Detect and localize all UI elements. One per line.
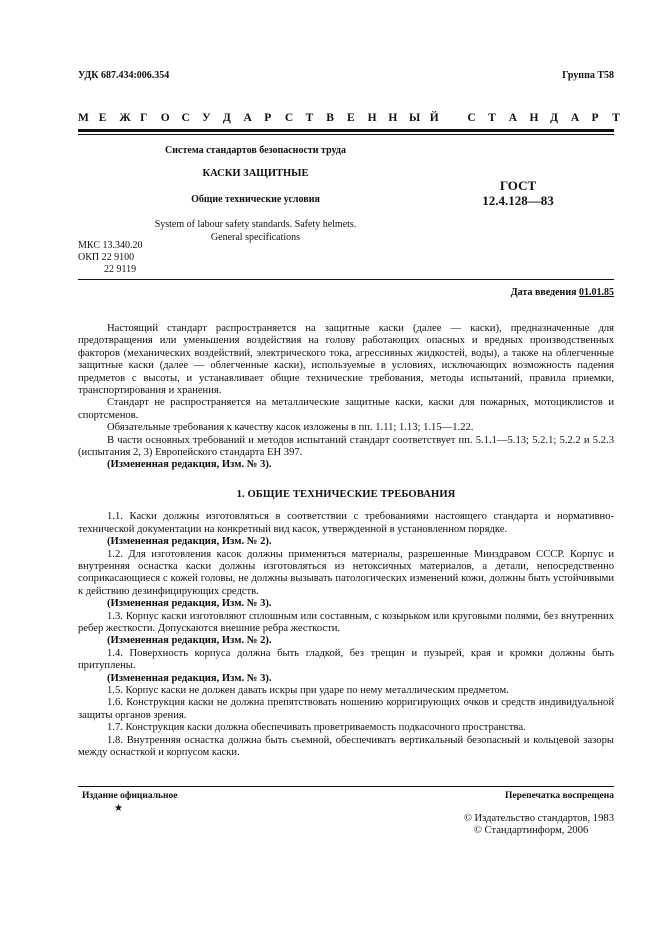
- standard-banner: [78, 112, 621, 124]
- document-title: КАСКИ ЗАЩИТНЫЕ: [202, 168, 309, 179]
- banner-letter: М: [78, 112, 90, 124]
- amendment-note: (Измененная редакция, Изм. № 3).: [107, 672, 272, 684]
- copyright-block: [464, 813, 614, 838]
- amendment-note: (Измененная редакция, Изм. № 3).: [107, 598, 272, 610]
- banner-letter: Г: [140, 112, 148, 124]
- introduction-date-value: 01.01.85: [579, 287, 614, 298]
- body-paragraph: 1.8. Внутренняя оснастка должна быть съемной, обеспечивать вертикальный безопасный и кольцевой зазоры между оснасткой и корпусом каски.: [78, 734, 614, 758]
- banner-rule-thick: [78, 129, 614, 132]
- banner-word-standard: [467, 112, 622, 124]
- banner-letter: У: [202, 112, 211, 124]
- english-title-line2: General specifications: [210, 232, 301, 243]
- introduction-date-label: Дата введения: [510, 287, 577, 298]
- banner-letter: А: [243, 112, 253, 124]
- banner-letter: С: [284, 112, 294, 124]
- banner-letter: О: [160, 112, 170, 124]
- mks-code: МКС 13.340.20: [78, 240, 143, 251]
- document-body: [78, 323, 614, 759]
- body-paragraph: Стандарт не распространяется на металлические защитные каски, каски для пожарных, мотоциклистов и спортсменов.: [78, 397, 614, 421]
- amendment-note: (Измененная редакция, Изм. № 2).: [107, 536, 272, 548]
- body-paragraph: 1.3. Корпус каски изготовляют сплошным или составным, с козырьком или круговыми полями, без внутренних ребер жесткости. Допускаются внешние ребра жесткости.: [78, 610, 614, 634]
- banner-letter: Р: [264, 112, 272, 124]
- banner-letter: А: [570, 112, 580, 124]
- body-paragraph: 1.2. Для изготовления касок должны применяться материалы, разрешенные Минздравом СССР. Корпус и внутренняя оснастка каски должны изготовляться из нетоксичных материалов, а детали, непосредственно соприкасающиеся с кожей головы, не должны вызывать патологических изменений кожи, должны быть устойчивыми к действию дезинфицирующих средств.: [78, 548, 614, 597]
- body-paragraph: 1.7. Конструкция каски должна обеспечивать проветриваемость подкасочного пространства.: [107, 722, 526, 734]
- standards-system-title: Система стандартов безопасности труда: [165, 145, 346, 156]
- group-code: Группа Т58: [562, 70, 614, 81]
- amendment-note: (Измененная редакция, Изм. № 2).: [107, 635, 272, 647]
- banner-letter: Е: [98, 112, 107, 124]
- date-rule: [78, 279, 614, 280]
- official-edition: Издание официальное: [82, 791, 178, 801]
- copyright-line2: © Стандартинформ, 2006: [473, 825, 589, 837]
- footer-rule: [78, 786, 614, 787]
- banner-rule-thin: [78, 134, 614, 135]
- banner-letter: Т: [305, 112, 314, 124]
- banner-letter: С: [467, 112, 476, 124]
- banner-letter: Д: [222, 112, 231, 124]
- okp-code-2: 22 9119: [104, 264, 137, 275]
- udk-code: УДК 687.434:006.354: [78, 70, 170, 81]
- banner-letter: В: [326, 112, 335, 124]
- body-paragraph: Настоящий стандарт распространяется на защитные каски (далее — каски), предназначенные для предотвращения или уменьшения воздействия на голову работающих опасных и вредных производственных факторов (механических воздействий, электрического тока, агрессивных жидкостей, воды), а также на облегченные защитные каски (далее — облегченные каски), используемые в условиях, исключающих возможность падения предметов с высоты, и устанавливает общие технические требования, методы испытаний, правила приемки, транспортирования и хранения.: [78, 323, 614, 397]
- gost-designation: [473, 178, 563, 208]
- document-subtitle: Общие технические условия: [191, 194, 320, 205]
- banner-letter: Р: [591, 112, 599, 124]
- banner-letter: Й: [429, 112, 439, 124]
- star-icon: ★: [114, 803, 123, 814]
- banner-letter: Н: [367, 112, 377, 124]
- body-paragraph: В части основных требований и методов испытаний стандарт соответствует пп. 5.1.1—5.13; 5.2.1; 5.2.2 и 5.2.3 (испытания 2, 3) Европейского стандарта ЕН 397.: [78, 434, 614, 459]
- banner-letter: Н: [388, 112, 398, 124]
- amendment-note: (Измененная редакция, Изм. № 3).: [107, 459, 272, 471]
- body-paragraph: 1.1. Каски должны изготовляться в соответствии с требованиями настоящего стандарта и нормативно-технической документации на конкретный вид касок, утвержденной в установленном порядке.: [78, 511, 614, 535]
- classification-codes: [78, 240, 142, 276]
- gost-number: 12.4.128—83: [482, 193, 554, 208]
- section-heading: 1. ОБЩИЕ ТЕХНИЧЕСКИЕ ТРЕБОВАНИЯ: [236, 488, 456, 500]
- introduction-date: [511, 287, 614, 298]
- okp-code: ОКП 22 9100: [78, 252, 135, 263]
- banner-letter: Ж: [119, 112, 131, 124]
- banner-letter: С: [181, 112, 190, 124]
- banner-letter: Т: [488, 112, 496, 124]
- body-paragraph: Обязательные требования к качеству касок изложены в пп. 1.11; 1.13; 1.15—1.22.: [107, 422, 474, 434]
- copyright-line1: © Издательство стандартов, 1983: [463, 813, 614, 824]
- banner-letter: Ы: [409, 112, 421, 124]
- banner-letter: А: [508, 112, 518, 124]
- reprint-prohibited: Перепечатка воспрещена: [504, 791, 614, 801]
- banner-letter: Н: [529, 112, 539, 124]
- banner-word-interstate: [78, 112, 450, 124]
- body-paragraph: 1.5. Корпус каски не должен давать искры при ударе по нему металлическим предметом.: [107, 684, 509, 696]
- section-paragraphs: [78, 511, 614, 759]
- banner-letter: Е: [346, 112, 355, 124]
- body-paragraph: 1.6. Конструкция каски не должна препятствовать ношению корригирующих очков и средств индивидуальной защиты органов зрения.: [78, 697, 614, 721]
- banner-letter: Д: [550, 112, 559, 124]
- gost-label: ГОСТ: [499, 178, 537, 193]
- body-paragraph: 1.4. Поверхность корпуса должна быть гладкой, без трещин и пузырей, края и кромки должны быть притуплены.: [78, 647, 614, 672]
- english-title-line1: System of labour safety standards. Safety helmets.: [154, 219, 357, 230]
- banner-letter: Т: [612, 112, 621, 124]
- intro-paragraphs: [78, 323, 614, 472]
